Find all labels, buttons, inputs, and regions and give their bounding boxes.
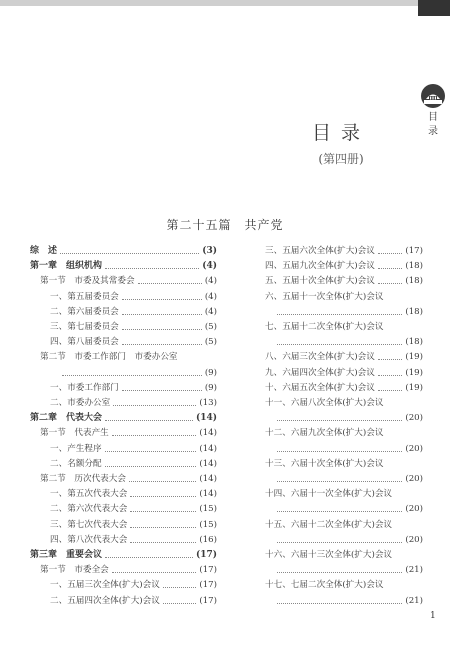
toc-dot-leader [378, 350, 402, 360]
toc-entry-page: (14) [199, 428, 217, 439]
toc-entry-title: 十三、六届十次全体(扩大)会议 [265, 458, 384, 469]
toc-entry [245, 335, 423, 349]
toc-entry-title: 二、五届四次全体(扩大)会议 [50, 595, 160, 606]
toc-entry-title: 一、市委工作部门 [50, 382, 119, 393]
toc-entry-title: 第一章 组织机构 [30, 261, 103, 272]
toc-dot-leader [138, 274, 202, 284]
toc-entry-title: 四、五届九次全体(扩大)会议 [265, 261, 375, 272]
toc-entry-page: (19) [405, 367, 423, 378]
toc-entry [245, 320, 423, 334]
toc-dot-leader [277, 305, 402, 315]
toc-entry [245, 578, 423, 592]
toc-entry-page: (21) [405, 595, 423, 606]
toc-dot-leader [378, 366, 402, 376]
toc-entry [30, 320, 217, 334]
toc-dot-leader [277, 442, 402, 452]
toc-entry-page: (13) [199, 398, 217, 408]
toc-entry-title: 第二章 代表大会 [30, 413, 103, 424]
toc-entry-page: (17) [405, 246, 423, 256]
toc-dot-leader [130, 502, 196, 512]
toc-entry [30, 533, 217, 547]
toc-entry [245, 487, 423, 501]
toc-entry-page: (14) [199, 458, 217, 469]
top-corner-mark [418, 0, 450, 16]
toc-entry [245, 411, 423, 425]
toc-entry-page: (18) [405, 261, 423, 272]
toc-entry [245, 442, 423, 456]
toc-entry [30, 487, 217, 501]
toc-dot-leader [277, 533, 402, 543]
toc-entry [30, 350, 217, 364]
toc-entry-page: (5) [204, 337, 217, 348]
toc-entry [30, 366, 217, 380]
toc-entry-title: 四、第八届委员会 [50, 337, 119, 348]
toc-entry-title: 十七、七届二次全体(扩大)会议 [265, 580, 384, 591]
toc-dot-leader [130, 533, 196, 543]
toc-entry-page: (20) [405, 504, 423, 515]
toc-dot-leader [163, 594, 196, 604]
toc-entry-page: (14) [199, 489, 217, 500]
toc-entry [245, 563, 423, 577]
toc-entry [30, 578, 217, 592]
toc-entry [245, 396, 423, 410]
toc-dot-leader [277, 411, 402, 421]
toc-entry [245, 350, 423, 364]
toc-entry [30, 457, 217, 471]
toc-entry-page: (19) [405, 352, 423, 363]
side-tab-label: 目 录 [428, 112, 438, 137]
toc-entry-title: 第一节 市委全会 [40, 565, 109, 576]
toc-entry [245, 426, 423, 440]
toc-entry [30, 259, 217, 273]
toc-entry [245, 502, 423, 516]
toc-dot-leader [277, 335, 402, 345]
toc-dot-leader [105, 411, 193, 421]
toc-dot-leader [122, 335, 202, 345]
toc-dot-leader [130, 487, 196, 497]
toc-dot-leader [113, 396, 196, 406]
toc-entry-page: (14) [199, 474, 217, 484]
toc-entry-title: 三、第七届委员会 [50, 322, 119, 332]
toc-entry-title: 第一节 市委及其常委会 [40, 276, 135, 287]
toc-entry-page: (3) [202, 246, 217, 256]
toc-entry [30, 274, 217, 288]
toc-entry [245, 305, 423, 319]
toc-entry-title: 综 述 [30, 246, 58, 256]
toc-entry-page: (21) [405, 565, 423, 576]
toc-entry-title: 十四、六届十一次全体(扩大)会议 [265, 489, 393, 500]
toc-entry-page: (20) [405, 534, 423, 545]
toc-dot-leader [112, 563, 196, 573]
toc-entry-page: (17) [195, 550, 217, 560]
toc-entry-page: (17) [199, 595, 217, 606]
toc-entry [245, 381, 423, 395]
toc-entry-title: 一、五届三次全体(扩大)会议 [50, 580, 160, 591]
toc-dot-leader [277, 502, 402, 512]
toc-entry [30, 290, 217, 304]
toc-entry [30, 548, 217, 562]
toc-entry [245, 366, 423, 380]
toc-dot-leader [129, 472, 196, 482]
toc-dot-leader [62, 366, 202, 376]
toc-entry [245, 548, 423, 562]
toc-entry [30, 563, 217, 577]
toc-entry-title: 五、五届十次全体(扩大)会议 [265, 276, 375, 287]
toc-entry-page: (15) [199, 519, 217, 530]
toc-entry [245, 457, 423, 471]
toc-entry [245, 518, 423, 532]
toc-entry-title: 四、第八次代表大会 [50, 534, 128, 545]
toc-dot-leader [277, 563, 402, 573]
toc-entry [30, 335, 217, 349]
toc-entry [30, 426, 217, 440]
toc-entry-page: (15) [199, 504, 217, 515]
section-heading: 第二十五篇 共产党 [166, 218, 284, 232]
toc-entry-title: 二、第六届委员会 [50, 306, 119, 317]
toc-entry [30, 305, 217, 319]
toc-dot-leader [105, 457, 196, 467]
toc-dot-leader [122, 305, 202, 315]
toc-entry-page: (4) [204, 276, 217, 287]
toc-entry-title: 第二节 市委工作部门 市委办公室 [40, 352, 178, 363]
toc-entry [30, 502, 217, 516]
toc-dot-leader [122, 290, 202, 300]
toc-entry-page: (4) [202, 261, 217, 272]
toc-entry [245, 472, 423, 486]
toc-entry-title: 一、第五届委员会 [50, 291, 119, 302]
volume-subtitle: (第四册) [318, 152, 364, 166]
toc-entry [245, 533, 423, 547]
toc-entry-page: (20) [405, 474, 423, 484]
toc-entry-title: 三、五届六次全体(扩大)会议 [265, 246, 375, 256]
building-logo-icon [421, 84, 445, 108]
toc-entry-title: 十一、六届八次全体(扩大)会议 [265, 398, 384, 408]
toc-dot-leader [277, 594, 402, 604]
toc-entry-page: (20) [405, 443, 423, 454]
toc-dot-leader [105, 442, 196, 452]
toc-entry-page: (18) [405, 306, 423, 317]
toc-dot-leader [105, 259, 199, 269]
toc-entry-page: (17) [199, 580, 217, 591]
toc-entry-page: (18) [405, 337, 423, 348]
toc-entry-title: 一、第五次代表大会 [50, 489, 128, 500]
toc-entry-title: 九、六届四次全体(扩大)会议 [265, 367, 375, 378]
toc-entry [30, 244, 217, 258]
toc-entry [30, 411, 217, 425]
toc-dot-leader [378, 381, 402, 391]
toc-entry [30, 381, 217, 395]
toc-dot-leader [378, 274, 402, 284]
page-title: 目录 [311, 122, 370, 144]
toc-entry-page: (14) [199, 443, 217, 454]
toc-entry-title: 十、六届五次全体(扩大)会议 [265, 382, 375, 393]
toc-entry-title: 八、六届三次全体(扩大)会议 [265, 352, 375, 363]
toc-entry-title: 七、五届十二次全体(扩大)会议 [265, 322, 384, 332]
toc-entry-title: 十五、六届十二次全体(扩大)会议 [265, 519, 393, 530]
toc-dot-leader [378, 244, 402, 254]
toc-entry-title: 二、市委办公室 [50, 398, 111, 408]
toc-dot-leader [277, 472, 402, 482]
toc-entry [245, 259, 423, 273]
toc-entry-page: (9) [204, 382, 217, 393]
toc-entry-page: (9) [204, 367, 217, 378]
toc-entry [30, 396, 217, 410]
toc-entry-title: 第二节 历次代表大会 [40, 474, 126, 484]
toc-entry-page: (20) [405, 413, 423, 424]
toc-entry-page: (4) [204, 291, 217, 302]
toc-entry-title: 十二、六届九次全体(扩大)会议 [265, 428, 384, 439]
toc-entry-page: (16) [199, 534, 217, 545]
toc-entry-page: (19) [405, 382, 423, 393]
toc-dot-leader [112, 426, 196, 436]
top-border [0, 0, 450, 6]
toc-dot-leader [378, 259, 402, 269]
toc-entry-page: (5) [204, 322, 217, 332]
toc-entry-title: 第三章 重要会议 [30, 550, 103, 560]
toc-entry-page: (4) [204, 306, 217, 317]
toc-entry [245, 244, 423, 258]
toc-entry [30, 472, 217, 486]
toc-dot-leader [122, 381, 202, 391]
toc-entry-page: (17) [199, 565, 217, 576]
toc-dot-leader [105, 548, 193, 558]
toc-dot-leader [122, 320, 202, 330]
toc-dot-leader [130, 518, 196, 528]
toc-entry [245, 290, 423, 304]
toc-entry-title: 六、五届十一次全体(扩大)会议 [265, 291, 384, 302]
toc-entry-title: 二、名额分配 [50, 458, 102, 469]
page-number: 1 [430, 611, 436, 621]
toc-entry [30, 594, 217, 608]
toc-entry-title: 十六、六届十三次全体(扩大)会议 [265, 550, 393, 560]
toc-entry-title: 一、产生程序 [50, 443, 102, 454]
toc-entry [245, 274, 423, 288]
toc-dot-leader [163, 578, 196, 588]
toc-entry-page: (18) [405, 276, 423, 287]
toc-entry [30, 518, 217, 532]
toc-entry [30, 442, 217, 456]
toc-entry-page: (14) [195, 413, 217, 424]
toc-entry-title: 第一节 代表产生 [40, 428, 109, 439]
toc-dot-leader [60, 244, 199, 254]
toc-entry [245, 594, 423, 608]
toc-entry-title: 二、第六次代表大会 [50, 504, 128, 515]
toc-entry-title: 三、第七次代表大会 [50, 519, 128, 530]
